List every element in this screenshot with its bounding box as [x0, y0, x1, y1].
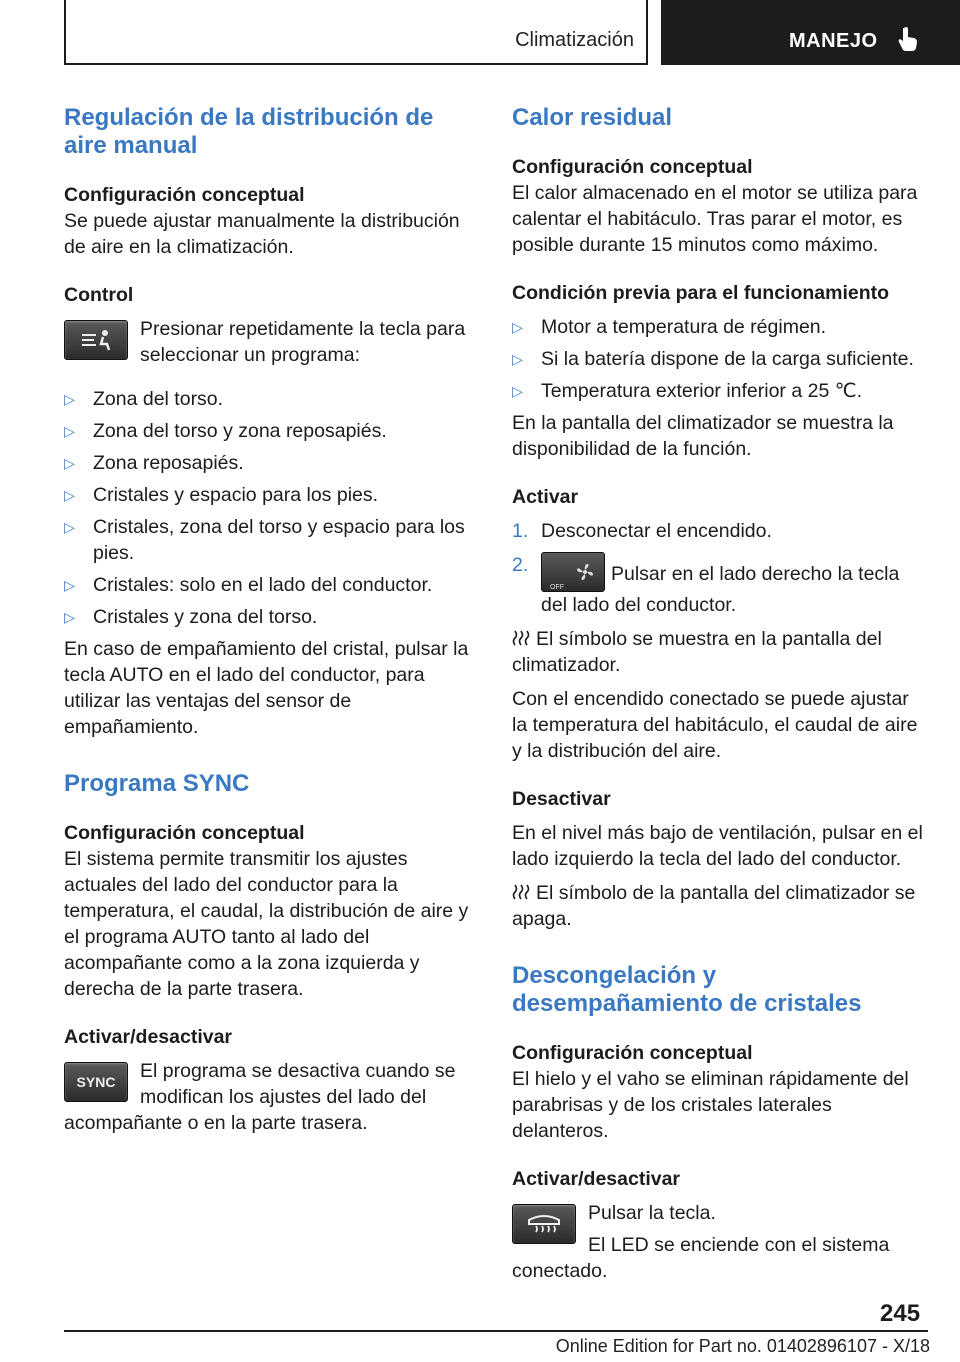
subheading: Configuración conceptual: [512, 156, 753, 178]
triangle-bullet-icon: ▷: [64, 487, 75, 503]
paragraph: El sistema permite transmitir los ajustes actuales del lado del conductor para la temperatura, el caudal, la distribución de aire y el programa AUTO tanto al lado del acompañante como a la zona izquierda y derecha de la parte trasera.: [64, 848, 469, 1000]
header-chapter-label: MANEJO: [789, 30, 878, 52]
paragraph: En caso de empañamiento del cristal, pulsar la tecla AUTO en el lado del conductor, para utilizar las ventajas del sensor de empañamiento.: [64, 638, 469, 738]
subheading: Activar/desactivar: [512, 1168, 681, 1190]
left-column: [64, 100, 480, 1136]
header-chapter-tab[interactable]: [661, 0, 960, 65]
subheading: Configuración conceptual: [64, 184, 305, 206]
list-item: ▷ Cristales: solo en el lado del conductor.: [64, 574, 433, 596]
right-column: [512, 100, 928, 1284]
triangle-bullet-icon: ▷: [64, 391, 75, 407]
triangle-bullet-icon: ▷: [512, 351, 523, 367]
list-item: ▷ Si la batería dispone de la carga suficiente.: [512, 348, 914, 370]
air-distribution-key-image: [64, 320, 128, 360]
triangle-bullet-icon: ▷: [64, 519, 75, 535]
triangle-bullet-icon: ▷: [64, 455, 75, 471]
page-number: 245: [880, 1300, 921, 1327]
subheading: Activar: [512, 486, 579, 508]
paragraph: En la pantalla del climatizador se muestra la disponibilidad de la función.: [512, 412, 894, 460]
air-distribution-icon: [76, 327, 116, 353]
subheading: Configuración conceptual: [64, 822, 305, 844]
windshield-defrost-icon: [526, 1210, 562, 1238]
paragraph: El programa se desactiva cuando se modifican los ajustes del lado del acompañante o en la parte trasera.: [64, 1060, 456, 1134]
paragraph: El LED se enciende con el sistema conectado.: [512, 1234, 890, 1282]
triangle-bullet-icon: ▷: [64, 609, 75, 625]
list-item: 1. Desconectar el encendido.: [512, 520, 772, 542]
list-item: ▷ Temperatura exterior inferior a 25 ℃.: [512, 380, 863, 402]
program-list: [64, 386, 480, 630]
list-item: ▷ Cristales y espacio para los pies.: [64, 484, 379, 506]
triangle-bullet-icon: ▷: [512, 319, 523, 335]
precondition-list: [512, 314, 928, 404]
list-item: ▷ Cristales y zona del torso.: [64, 606, 318, 628]
paragraph: El símbolo se muestra en la pantalla del climatizador.: [512, 628, 882, 676]
paragraph: El hielo y el vaho se eliminan rápidamente del parabrisas y de los cristales laterales delanteros.: [512, 1068, 909, 1142]
paragraph: Con el encendido conectado se puede ajustar la temperatura del habitáculo, el caudal de aire y la distribución del aire.: [512, 688, 918, 762]
subheading: Configuración conceptual: [512, 1042, 753, 1064]
subheading: Control: [64, 284, 134, 306]
header-section-title: Climatización: [515, 29, 634, 51]
section-title-defrost: Descongelación y desempañamiento de cristales: [512, 962, 862, 1017]
triangle-bullet-icon: ▷: [64, 577, 75, 593]
section-title-sync: Programa SYNC: [64, 770, 250, 797]
defrost-key-image: [512, 1204, 576, 1244]
paragraph: El símbolo de la pantalla del climatizador se apaga.: [512, 882, 916, 930]
paragraph: Se puede ajustar manualmente la distribución de aire en la climatización.: [64, 210, 460, 258]
paragraph: Pulsar la tecla.: [588, 1202, 716, 1224]
residual-heat-icon: [512, 629, 530, 647]
header-section-box: [64, 0, 648, 65]
section-title-residual-heat: Calor residual: [512, 104, 673, 131]
sync-key-image: SYNC: [64, 1062, 128, 1102]
defrost-row: [512, 1200, 928, 1284]
paragraph: En el nivel más bajo de ventilación, pulsar en el lado izquierdo la tecla del lado del conductor.: [512, 822, 923, 870]
paragraph: El calor almacenado en el motor se utiliza para calentar el habitáculo. Tras parar el motor, es posible durante 15 minutos como máximo.: [512, 182, 918, 256]
control-row: [64, 316, 480, 378]
list-item: ▷ Cristales, zona del torso y espacio para los pies.: [64, 516, 465, 564]
list-item: 2. OFF Pulsar en el lado derecho la tecla del lado del conductor.: [512, 554, 900, 616]
triangle-bullet-icon: ▷: [64, 423, 75, 439]
control-instruction: Presionar repetidamente la tecla para seleccionar un programa:: [140, 318, 466, 366]
section-title-air-distribution: Regulación de la distribución de aire manual: [64, 104, 434, 159]
footer-edition: Online Edition for Part no. 01402896107 - X/18: [555, 1336, 930, 1356]
hand-pointer-icon: [897, 26, 919, 52]
sync-row: [64, 1058, 480, 1136]
subheading: Desactivar: [512, 788, 611, 810]
fan-icon: [576, 563, 594, 581]
triangle-bullet-icon: ▷: [512, 383, 523, 399]
list-item: ▷ Zona reposapiés.: [64, 452, 244, 474]
list-item: ▷ Motor a temperatura de régimen.: [512, 316, 827, 338]
subheading: Condición previa para el funcionamiento: [512, 282, 890, 304]
list-item: ▷ Zona del torso.: [64, 388, 224, 410]
footer-divider: [64, 1330, 928, 1332]
list-item: ▷ Zona del torso y zona reposapiés.: [64, 420, 387, 442]
subheading: Activar/desactivar: [64, 1026, 233, 1048]
off-fan-key-image: OFF: [541, 552, 605, 592]
activation-steps: [512, 518, 928, 618]
residual-heat-icon: [512, 883, 530, 901]
